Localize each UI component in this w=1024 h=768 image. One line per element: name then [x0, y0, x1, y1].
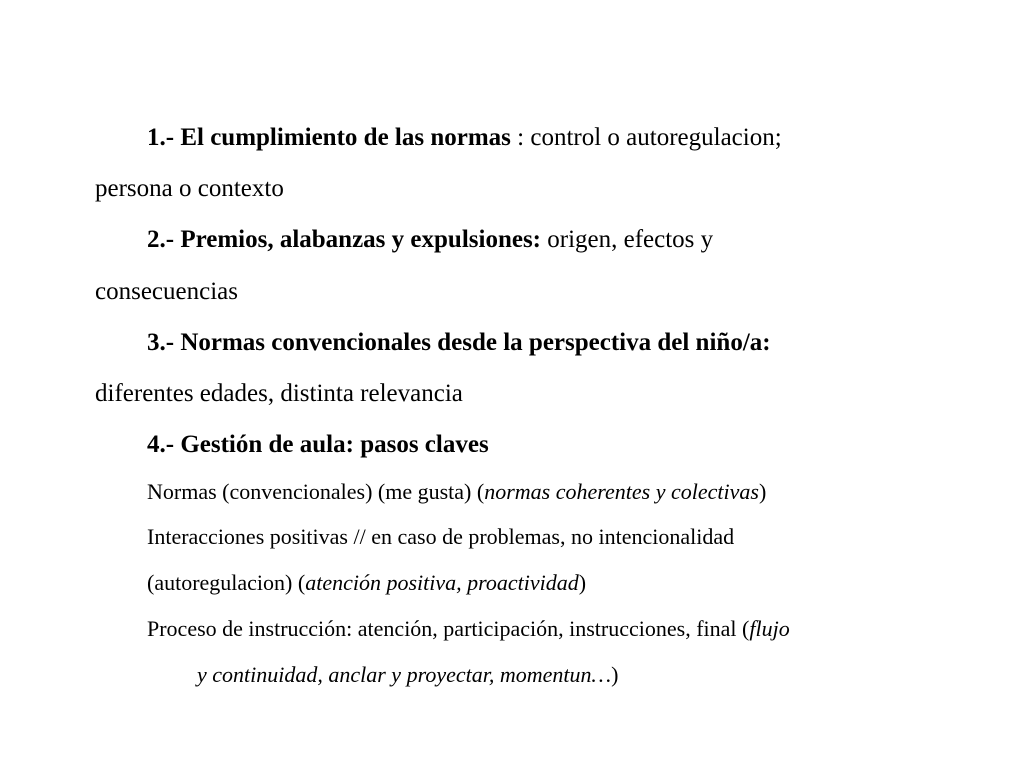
- item-1-rest: : control o autoregulacion;: [510, 124, 782, 151]
- step-normas-text: Normas (convencionales) (me gusta) (: [147, 479, 485, 504]
- step-interacciones-close: ): [578, 570, 587, 595]
- item-1-continuation: persona o contexto: [95, 175, 284, 202]
- step-proceso-italic-b: y continuidad, anclar y proyectar, momentun…: [197, 662, 612, 687]
- item-4-heading: 4.- Gestión de aula: pasos claves: [147, 431, 489, 458]
- item-2-line: [147, 227, 713, 252]
- step-proceso-text: Proceso de instrucción: atención, participación, instrucciones, final (: [147, 616, 750, 641]
- item-2-heading: 2.- Premios, alabanzas y expulsiones:: [147, 226, 541, 253]
- step-interacciones-line1: Interacciones positivas // en caso de problemas, no intencionalidad: [147, 524, 735, 549]
- step-proceso-line2: [197, 664, 618, 686]
- step-interacciones-italic: atención positiva, proactividad: [305, 570, 579, 595]
- step-interacciones-line2: [147, 572, 586, 594]
- item-1-line: [147, 125, 782, 150]
- item-2-continuation: consecuencias: [95, 278, 238, 305]
- item-1-heading: 1.- El cumplimiento de las normas: [147, 124, 511, 151]
- item-3-heading: 3.- Normas convencionales desde la perspectiva del niño/a:: [147, 329, 771, 356]
- step-normas: [147, 481, 766, 503]
- step-interacciones-start: (autoregulacion) (: [147, 570, 306, 595]
- step-proceso-line1: [147, 618, 790, 640]
- item-3-continuation: diferentes edades, distinta relevancia: [95, 380, 463, 407]
- step-normas-close: ): [758, 479, 767, 504]
- step-proceso-italic-a: flujo: [749, 616, 790, 641]
- step-proceso-close: ): [611, 662, 619, 687]
- item-2-rest: origen, efectos y: [541, 226, 714, 253]
- step-normas-italic: normas coherentes y colectivas: [484, 479, 759, 504]
